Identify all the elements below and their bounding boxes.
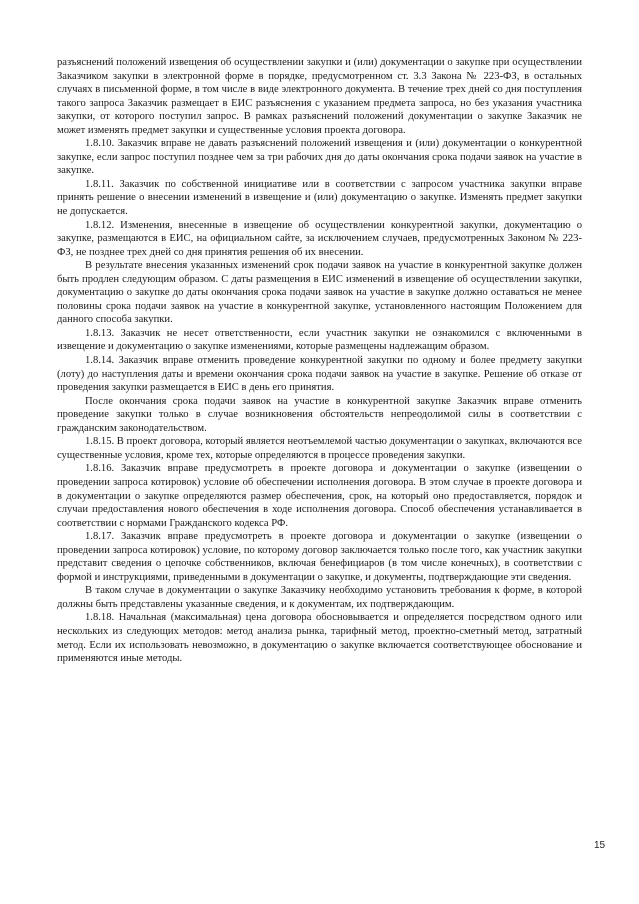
paragraph-1-8-12: 1.8.12. Изменения, внесенные в извещение об осуществлении конкурентной закупки, документацию о закупке, размещаются в ЕИС, на официальном сайте, за исключением случаев, предусмотренных Законом № 223-ФЗ, не позднее трех дней со дня принятия решения об их внесении. — [57, 219, 582, 258]
paragraph-1-8-14-cancellation: После окончания срока подачи заявок на участие в конкурентной закупке Заказчик вправе отменить проведение закупки только в случае возникновения обстоятельств непреодолимой силы в соответствии с гражданским законодательством. — [57, 395, 582, 434]
paragraph-continuation: разъяснений положений извещения об осуществлении закупки и (или) документации о закупке при осуществлении Заказчиком закупки в электронной форме в порядке, предусмотренном ст. 3.3 Закона № 223-ФЗ, в остальных случаях в письменной форме, в том числе в виде электронного документа. В течение трех дней со дня поступления такого запроса Заказчик размещает в ЕИС разъяснения с указанием предмета запроса, но без указания участника закупки, от которого поступил запрос. В рамках разъяснений положений документации о закупке Заказчик не может изменять предмет закупки и существенные условия проекта договора. — [57, 57, 582, 136]
paragraph-1-8-13: 1.8.13. Заказчик не несет ответственности, если участник закупки не ознакомился с включенными в извещение и документацию о закупке изменениями, которые размещены надлежащим образом. — [57, 327, 582, 353]
paragraph-1-8-17: 1.8.17. Заказчик вправе предусмотреть в проекте договора и документации о закупке (извещении о проведении запроса котировок) условие, по которому договор заключается только после того, как участник закупки представит сведения о цепочке собственников, включая бенефициаров (в том числе конечных), в соответствии с формой и инструкциями, приведенными в документации о закупке, и документы, подтверждающие эти сведения. — [57, 531, 582, 583]
page-number: 15 — [594, 840, 606, 851]
paragraph-1-8-16: 1.8.16. Заказчик вправе предусмотреть в проекте договора и документации о закупке (извещении о проведении запроса котировок) условие об обеспечении исполнения договора. В этом случае в проекте договора и в документации о закупке определяются размер обеспечения, срок, на который оно предоставляется, порядок и случаи предоставления нового обеспечения в ходе исполнения договора. Способ обеспечения устанавливается в соответствии с нормами Гражданского кодекса РФ. — [57, 463, 582, 529]
paragraph-1-8-11: 1.8.11. Заказчик по собственной инициативе или в соответствии с запросом участника закупки вправе принять решение о внесении изменений в извещение и (или) документацию о закупке. Изменять предмет закупки не допускается. — [57, 178, 582, 218]
paragraph-1-8-18: 1.8.18. Начальная (максимальная) цена договора обосновывается и определяется посредством одного или нескольких из следующих методов: метод анализа рынка, тарифный метод, проектно-сметный метод, затратный метод. Если их использовать невозможно, в документацию о закупке включается соответствующее обоснование и применяются иные методы. — [57, 612, 582, 665]
paragraph-1-8-10: 1.8.10. Заказчик вправе не давать разъяснений положений извещения и (или) документации о конкурентной закупке, если запрос поступил позднее чем за три рабочих дня до даты окончания срока подачи заявок на участие в закупке. — [57, 138, 582, 177]
paragraph-1-8-17-requirements: В таком случае в документации о закупке Заказчику необходимо установить требования к форме, в которой должны быть представлены указанные сведения, и к документам, их подтверждающим. — [57, 585, 582, 610]
document-page-body — [57, 56, 582, 666]
paragraph-1-8-12-extension: В результате внесения указанных изменений срок подачи заявок на участие в конкурентной закупке должен быть продлен следующим образом. С даты размещения в ЕИС изменений в извещение об осуществлении закупки, документацию о закупке до даты окончания срока подачи заявок на участие в закупке должно оставаться не менее половины срока подачи заявок на участие в конкурентной закупке, установленного настоящим Положением для данного способа закупки. — [57, 260, 582, 326]
paragraph-1-8-15: 1.8.15. В проект договора, который является неотъемлемой частью документации о закупках, включаются все существенные условия, кроме тех, которые определяются в процессе проведения закупки. — [57, 436, 582, 461]
paragraph-1-8-14: 1.8.14. Заказчик вправе отменить проведение конкурентной закупки по одному и более предмету закупки (лоту) до наступления даты и времени окончания срока подачи заявок на участие в закупке. Решение об отказе от проведения закупки размещается в ЕИС в день его принятия. — [57, 355, 582, 394]
